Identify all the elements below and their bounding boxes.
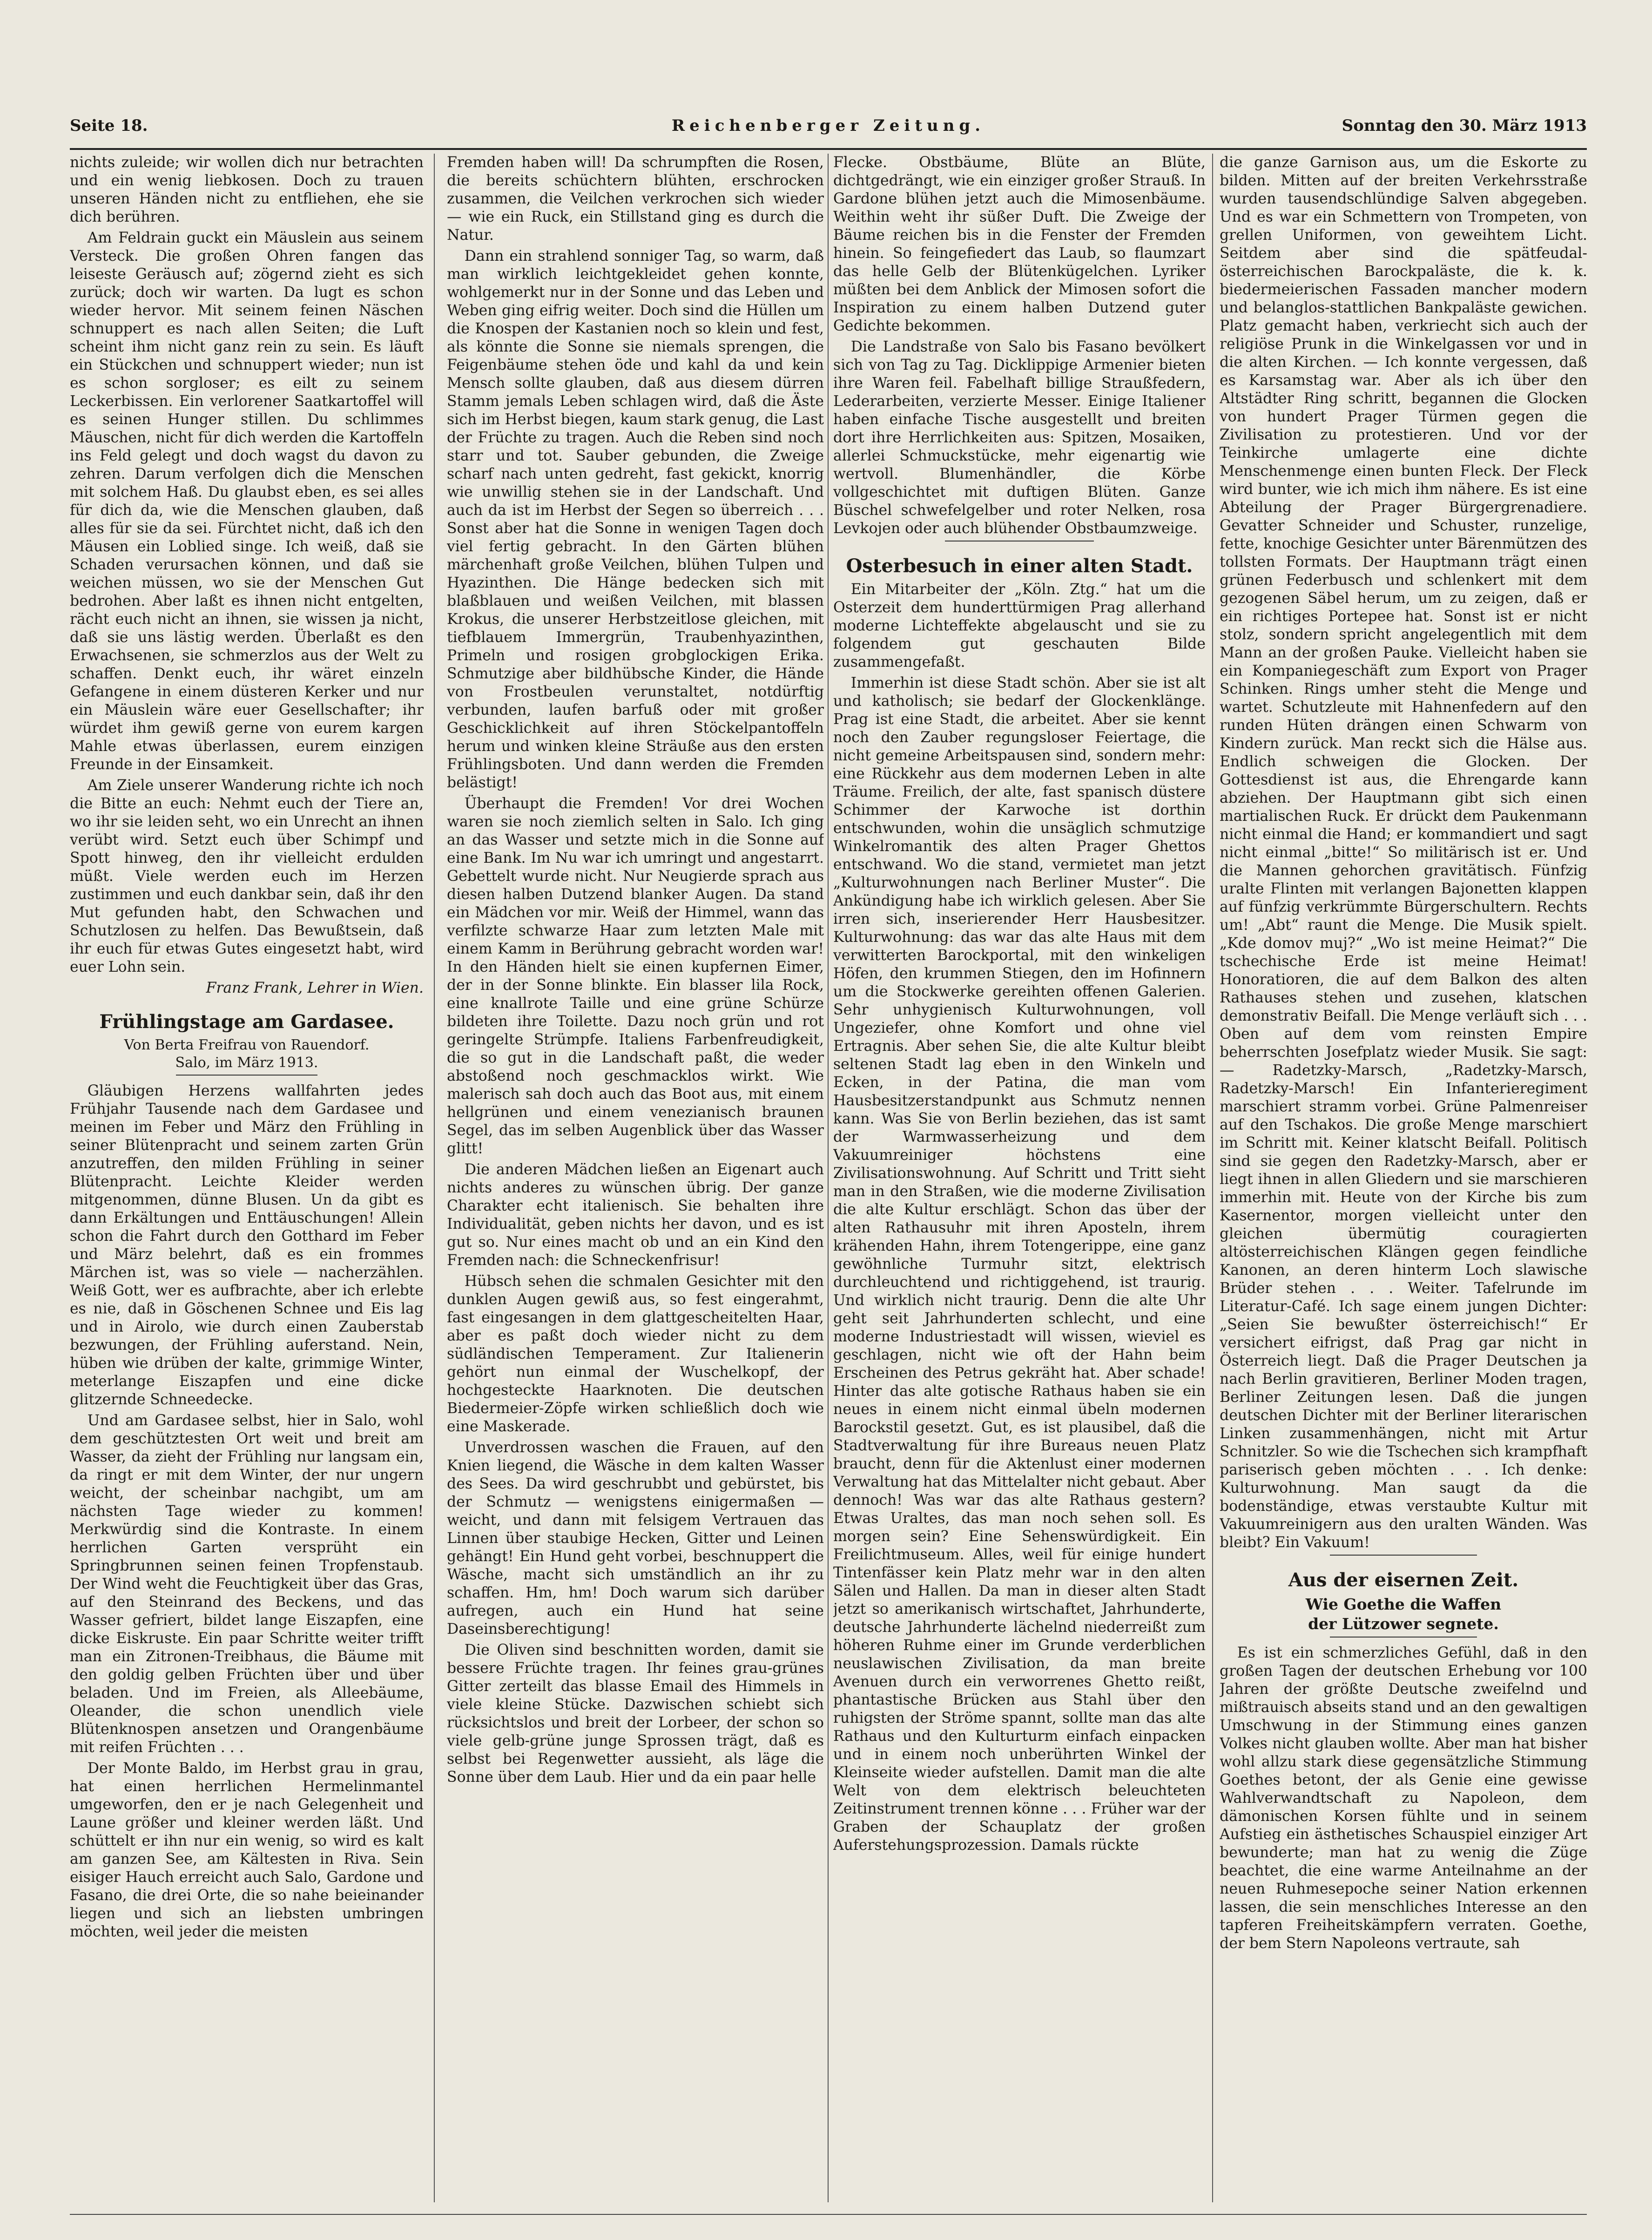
- footer-rule: [70, 2214, 1587, 2215]
- paragraph: Die anderen Mädchen ließen an Eigenart auch nichts anderes zu wünschen übrig. Der ganze Charakter echt italienisch. Sie behalten ihre Individualität, geben nichts her davon, und es ist gut so. Nur eines macht ob und an ein Kind den Fremden nach: die Schneckenfrisur!: [447, 1161, 824, 1269]
- header-rule: [70, 148, 1587, 150]
- paragraph: Am Ziele unserer Wanderung richte ich noch die Bitte an euch: Nehmt euch der Tiere an, wo ihr sie leiden seht, wo ein Unrecht an ihnen verübt wird. Setzt euch über Schimpf und Spott hinweg, den ihr vielleicht erdulden müßt. Viele werden euch im Herzen zustimmen und euch dankbar sein, daß ihr den Mut gefunden habt, den Schwachen und Schutzlosen zu helfen. Das Bewußtsein, daß ihr euch für etwas Gutes eingesetzt habt, wird euer Lohn sein.: [70, 777, 424, 975]
- paragraph: Hübsch sehen die schmalen Gesichter mit den dunklen Augen gewiß aus, so fest eingerahmt, fast eingesangen in dem glattgescheitelten Haar, aber es paßt doch wieder nicht zu dem südländischen Temperament. Zur Italienerin gehört nun einmal der Wuschelkopf, der hochgesteckte Haarknoten. Die deutschen Biedermeier-Zöpfe wirken schließlich doch wie eine Maskerade.: [447, 1273, 824, 1435]
- paragraph: nichts zuleide; wir wollen dich nur betrachten und ein wenig liebkosen. Doch zu trauen unseren Händen nicht zu entfliehen, ehe sie dich berühren.: [70, 154, 424, 225]
- paragraph: Die Oliven sind beschnitten worden, damit sie bessere Früchte tragen. Ihr feines grau-grünes Gitter zerteilt das blasse Email des Himmels in viele kleine Stücke. Dazwischen schiebt sich rücksichtslos und breit der Lorbeer, der schon so viele gelb-grüne junge Sprossen trägt, daß es selbst bei Regenwetter aussieht, als läge die Sonne über dem Laub. Hier und da ein paar helle: [447, 1642, 824, 1786]
- article-title: Osterbesuch in einer alten Stadt.: [846, 555, 1193, 577]
- page-number: Seite 18.: [70, 116, 148, 135]
- paragraph: Die Landstraße von Salo bis Fasano bevölkert sich von Tag zu Tag. Dicklippige Armenier bieten ihre Waren feil. Fabelhaft billige Straußfedern, Lederarbeiten, verzierte Messer. Einige Italiener haben einfache Tische ausgestellt und breiten dort ihre Herrlichkeiten aus: Spitzen, Mosaiken, allerlei Schmuckstücke, mehr eigenartig wie wertvoll. Blumenhändler, die Körbe vollgeschichtet mit duftigen Blüten. Ganze Büschel schwefelgelber und roter Nelken, rosa Levkojen oder auch blühender Obstbaumzweige.: [833, 338, 1206, 537]
- paragraph: Unverdrossen waschen die Frauen, auf den Knien liegend, die Wäsche in dem kalten Wasser des Sees. Da wird geschrubbt und gebürstet, bis der Schmutz — wenigstens einigermaßen — weicht, und dann mit felsigem Vertrauen das Linnen über staubige Hecken, Gitter und Leinen gehängt! Ein Hund geht vorbei, beschnuppert die Wäsche, macht sich umständlich an ihr zu schaffen. Hm, hm! Doch warum sich darüber aufregen, auch ein Hund hat seine Daseinsberechtigung!: [447, 1439, 824, 1638]
- column-2: [447, 154, 824, 2212]
- article-title: Frühlingstage am Gardasee.: [99, 1011, 394, 1033]
- page-header: [70, 116, 1587, 144]
- paragraph: Am Feldrain guckt ein Mäuslein aus seinem Versteck. Die großen Ohren fangen das leiseste Geräusch auf; zögernd zieht es sich zurück; doch wir warten. Da lugt es schon wieder hervor. Mit seinem feinen Näschen schnuppert es nach allen Seiten; die Luft scheint ihm nicht ganz rein zu sein. Es läuft ein Stückchen und schnuppert wieder; nun ist es schon sorgloser; es eilt zu seinem Leckerbissen. Ein verlorener Saatkartoffel will es seinen Hunger stillen. Du schlimmes Mäuschen, nicht für dich werden die Kartoffeln ins Feld gelegt und doch wagst du davon zu zehren. Darum verfolgen dich die Menschen mit solchem Haß. Du glaubst eben, es sei alles für dich da, wie die Menschen glauben, daß alles für sie da sei. Fürchtet nicht, daß ich den Mäusen ein Loblied singe. Ich weiß, daß sie Schaden verursachen können, und daß sie weichen müssen, wo sie der Menschen Gut bedrohen. Aber laßt es ihnen nicht entgelten, rächt euch nicht an ihnen, sie wissen ja nicht, daß sie uns lästig werden. Überlaßt es den Erwachsenen, sie schmerzlos aus der Welt zu schaffen. Denkt euch, ihr wäret einzeln Gefangene in einem düsteren Kerker und nur ein Mäuslein wäre euer Gesellschafter; ihr würdet ihm gewiß gerne von eurem kargen Mahle etwas überlassen, eurem einzigen Freunde in der Einsamkeit.: [70, 230, 424, 773]
- column-3: [833, 154, 1206, 2212]
- column-divider: [434, 154, 435, 2202]
- column-4: [1220, 154, 1587, 2212]
- paragraph: Immerhin ist diese Stadt schön. Aber sie ist alt und katholisch; sie bedarf der Glockenklänge. Prag ist eine Stadt, die arbeitet. Aber sie kennt noch den Zauber regungsloser Feiertage, die nicht gemeine Arbeitspausen sind, sondern mehr: eine Rückkehr aus dem modernen Leben in alte Träume. Freilich, der alte, fast spanisch düstere Schimmer der Karwoche ist dorthin entschwunden, wohin die unsäglich schmutzige Winkelromantik des alten Prager Ghettos entschwand. Wo die stand, vermietet man jetzt „Kulturwohnungen nach Berliner Muster“. Die Ankündigung habe ich wirklich gelesen. Aber Sie irren sich, inserierender Herr Hausbesitzer. Kulturwohnung: das war das alte Haus mit dem verwitterten Barockportal, mit den winkeligen Höfen, den krummen Stiegen, den im Hofinnern um die Stockwerke gereihten offenen Galerien. Sehr unhygienisch Kulturwohnungen, voll Ungeziefer, ohne Komfort und ohne viel Ertragnis. Aber sehen Sie, die alte Kultur bleibt seltenen Stadt lag eben in den Winkeln und Ecken, in der Patina, die man vom Hausbesitzerstandpunkt aus Schmutz nennen kann. Was Sie von Berlin beziehen, das ist samt der Warmwasserheizung und dem Vakuumreiniger höchstens eine Zivilisationswohnung. Auf Schritt und Tritt sieht man in den Straßen, wie die moderne Zivilisation die alte Kultur erschlägt. Schon das über der alten Rathausuhr mit ihren Aposteln, ihrem krähenden Hahn, ihrem Totengerippe, eine ganz gewöhnliche Turmuhr sitzt, elektrisch durchleuchtend und richtiggehend, ist traurig. Und wirklich nicht traurig. Denn die alte Uhr geht seit Jahrhunderten schlecht, und eine moderne Industriestadt will wissen, wieviel es geschlagen, nicht wie oft der Hahn beim Erscheinen des Petrus gekräht hat. Aber schade! Hinter das alte gotische Rathaus haben sie ein neues in einem nicht einmal übeln modernen Barockstil gesetzt. Gut, es ist plausibel, daß die Stadtverwaltung für ihre Bureaus neuen Platz braucht, denn für die Aktenlust einer modernen Verwaltung hat das Mittelalter nicht gebaut. Aber dennoch! Was war das alte Rathaus gestern? Etwas Uraltes, das man noch sehen soll. Es morgen sein? Eine Sehenswürdigkeit. Ein Freilichtmuseum. Alles, weil für einige hundert Tintenfässer kein Platz mehr war in den alten Sälen und Hallen. Da man in dieser alten Stadt jetzt so amerikanisch wirtschaftet, Jahrhunderte, deutsche Jahrhunderte lächelnd niederreißt zum höheren Ruhme einer im Grunde verderblichen neuslawischen Zivilisation, da man breite Avenuen durch ein verworrenes Ghetto reißt, phantastische Brücken aus Stahl über den ruhigsten der Ströme spannt, sollte man das alte Rathaus und den Kulturturm einfach einpacken und in einem noch unberührten Winkel der Kleinseite wieder aufstellen. Damit man die alte Welt von dem elektrisch beleuchteten Zeitinstrument trennen könne . . . Früher war der Graben der Schauplatz der großen Auferstehungsprozession. Damals rückte: [833, 675, 1206, 1854]
- author-signature: Franz Frank, Lehrer in Wien.: [206, 980, 424, 996]
- paragraph: Überhaupt die Fremden! Vor drei Wochen waren sie noch ziemlich selten in Salo. Ich ging an das Wasser und setzte mich in die Sonne auf eine Bank. Im Nu war ich umringt und angestarrt. Gebettelt wurde nicht. Nur Neugierde sprach aus diesen halben Dutzend blanker Augen. Da stand ein Mädchen vor mir. Weiß der Himmel, wann das verfilzte schwarze Haar zum letzten Male mit einem Kamm in Berührung gebracht worden war! In den Händen hielt sie einen kupfernen Eimer, der in der Sonne blinkte. Ein blasser lila Rock, eine knallrote Taille und eine grüne Schürze bildeten ihre Toilette. Dazu noch grün und rot geringelte Strümpfe. Italiens Farbenfreudigkeit, die so gut in die Landschaft paßt, die weder abstoßend noch geschmacklos wirkt. Wie malerisch sah doch auch das Boot aus, mit einem hellgrünen und einem venezianisch braunen Segel, das im selben Augenblick über das Wasser glitt!: [447, 795, 824, 1157]
- column-divider: [1212, 154, 1213, 2202]
- section-divider: [1330, 1555, 1477, 1556]
- paragraph: die ganze Garnison aus, um die Eskorte zu bilden. Mitten auf der breiten Verkehrsstraße wurden tausendschlündige Salven abgegeben. Und es war ein Schmettern von Trompeten, von grellen Uniformen, von geweihtem Licht. Seitdem aber sind die spätfeudal-österreichischen Barockpaläste, die k. k. biedermeierischen Fassaden mancher modern und belanglos-stattlichen Bankpaläste gewichen. Platz gemacht haben, verkriecht sich auch der religiöse Prunk in die Winkelgassen vor und in die alten Kirchen. — Ich konnte vergessen, daß es Karsamstag war. Aber als ich über den Altstädter Ring schritt, begannen die Glocken von hundert Prager Türmen gegen die Zivilisation zu protestieren. Und vor der Teinkirche umlagerte eine dichte Menschenmenge einen bunten Fleck. Der Fleck wird bunter, wie ich mich ihm nähere. Es ist eine Abteilung der Prager Bürgergrenadiere. Gevatter Schneider und Schuster, runzelige, fette, knochige Gesichter unter Bärenmützen des tollsten Formats. Der Hauptmann trägt einen grünen Federbusch und schlenkert mit dem gezogenen Säbel herum, um zu zeigen, daß er ein richtiges Portepee hat. Sonst ist er nicht stolz, sondern spricht angelegentlich mit dem Mann an der großen Pauke. Vielleicht haben sie ein Kompaniegeschäft zum Export von Prager Schinken. Rings umher steht die Menge und wartet. Schutzleute mit Hahnenfedern auf den runden Hüten drängen einen Schwarm von Kindern zurück. Man reckt sich die Hälse aus. Endlich schweigen die Glocken. Der Gottesdienst ist aus, die Ehrengarde kann abziehen. Der Hauptmann gibt sich einen martialischen Ruck. Er drückt dem Paukenmann nicht einmal die Hand; er kommandiert und sagt nicht einmal „bitte!“ So militärisch ist er. Und die Mannen gehorchen gravitätisch. Fünfzig uralte Flinten mit verlangen Bajonetten klappen auf fünfzig verkrümmte Bürgerschultern. Rechts um! „Abt“ raunt die Menge. Die Musik spielt. „Kde domov muj?“ „Wo ist meine Heimat?“ Die tschechische Erde ist meine Heimat! Honoratioren, die auf dem Balkon des alten Rathauses stehen und zusehen, klatschen demonstrativ Beifall. Die Menge verläuft sich . . . Oben auf dem vom reinsten Empire beherrschten Josefplatz wieder Musik. Sie sagt: — Radetzky-Marsch, „Radetzky-Marsch, Radetzky-Marsch! Ein Infanterieregiment marschiert stramm vorbei. Grüne Palmenreiser auf den Tschakos. Die große Menge marschiert im Schritt mit. Keiner klatscht Beifall. Politisch sind sie gegen den Radetzky-Marsch, aber er liegt ihnen in allen Gliedern und sie marschieren immerhin mit. Heute von der Kirche bis zum Kasernentor, morgen vielleicht unter den gleichen übermütig couragierten altösterreichischen Klängen gegen feindliche Kanonen, an deren hinterm Loch slawische Brüder stehen . . . Weiter. Tafelrunde im Literatur-Café. Ich sage einem jungen Dichter: „Seien Sie bewußter österreichisch!“ Er versichert eifrigst, daß Prag gar nicht in Österreich liegt. Daß die Prager Deutschen ja nach Berlin gravitieren, Berliner Moden tragen, Berliner Zeitungen lesen. Daß die jungen deutschen Dichter mit der Berliner literarischen Linken zusammenhängen, nicht mit Artur Schnitzler. So wie die Tschechen sich krampfhaft pariserisch geben möchten . . . Ich denke: Kulturwohnung. Man saugt da die bodenständige, etwas verstaubte Kultur mit Vakuumreinigern aus den uralten Wänden. Was bleibt? Ein Vakuum!: [1220, 154, 1587, 1551]
- paragraph: Es ist ein schmerzliches Gefühl, daß in den großen Tagen der deutschen Erhebung vor 100 Jahren der größte Deutsche zweifelnd und mißtrauisch abseits stand und an den gewaltigen Umschwung in der Stimmung eines ganzen Volkes nicht glauben wollte. Aber man hat bisher wohl allzu stark diese gegensätzliche Stimmung Goethes betont, der als Genie eine gewisse Wahlverwandtschaft zu Napoleon, dem dämonischen Korsen fühlte und in seinem Aufstieg ein ästhetisches Schauspiel einziger Art bewunderte; man hat zu wenig die Züge beachtet, die eine warme Anteilnahme an der neuen Ruhmesepoche seiner Nation erkennen lassen, die sein menschliches Interesse an den tapferen Freiheitskämpfern verraten. Goethe, der bem Stern Napoleons vertraute, sah: [1220, 1644, 1587, 1952]
- article-dateline: Salo, im März 1913.: [175, 1055, 318, 1071]
- column-1: [70, 154, 424, 2212]
- paragraph: Gläubigen Herzens wallfahrten jedes Frühjahr Tausende nach dem Gardasee und meinen im Feber und März den Frühling in seiner Blütenpracht und seinem zarten Grün anzutreffen, den milden Frühling in seiner Blütenpracht. Leichte Kleider werden mitgenommen, dünne Blusen. Un da gibt es dann Erkältungen und Enttäuschungen! Allein schon die Fahrt durch den Gotthard im Feber und März belehrt, daß es ein frommes Märchen ist, was so viele — nacherzählen. Weiß Gott, wer es aufbrachte, aber ich erlebte es nie, daß in Göschenen Schnee und Eis lag und in Airolo, wie durch einen Zauberstab bezwungen, der Frühling auferstand. Nein, hüben wie drüben der kalte, grimmige Winter, meterlange Eiszapfen und eine dicke glitzernde Schneedecke.: [70, 1083, 424, 1408]
- article-title: Aus der eisernen Zeit.: [1288, 1569, 1519, 1591]
- paragraph: Flecke. Obstbäume, Blüte an Blüte, dichtgedrängt, wie ein einziger großer Strauß. In Gardone blühen jetzt auch die Mimosenbäume. Weithin weht ihr süßer Duft. Die Zweige der Bäume reichen bis in die Fenster der Fremden hinein. So feingefiedert das Laub, so flaumzart das helle Gelb der Blütenkügelchen. Lyriker müßten bei dem Anblick der Mimosen sofort die Inspiration zu einem halben Dutzend guter Gedichte bekommen.: [833, 154, 1206, 334]
- article-subtitle: der Lützower segnete.: [1308, 1615, 1499, 1633]
- paragraph: Und am Gardasee selbst, hier in Salo, wohl dem geschütztesten Ort weit und breit am Wasser, da zieht der Frühling nur langsam ein, da ringt er mit dem Winter, der nur ungern weicht, der scheinbar nachgibt, um am nächsten Tage wieder zu kommen! Merkwürdig sind die Kontraste. In einem herrlichen Garten versprüht ein Springbrunnen seinen feinen Tropfenstaub. Der Wind weht die Feuchtigkeit über das Gras, auf den Steinrand des Beckens, und das Wasser gefriert, bildet lange Eiszapfen, eine dicke Eiskruste. Ein paar Schritte weiter trifft man ein Zitronen-Treibhaus, die Bäume mit den goldig gelben Früchten über und über beladen. Und im Freien, als Alleebäume, Oleander, die schon unendlich viele Blütenknospen ansetzen und Orangenbäume mit reifen Früchten . . .: [70, 1412, 424, 1756]
- title-rule: [1330, 1637, 1477, 1638]
- issue-date: Sonntag den 30. März 1913: [1342, 116, 1587, 135]
- title-rule: [176, 1075, 317, 1076]
- paragraph: Fremden haben will! Da schrumpften die Rosen, die bereits schüchtern blühten, erschrocken zusammen, die Veilchen verkrochen sich wieder — wie ein Ruck, ein Stillstand ging es durch die Natur.: [447, 154, 824, 244]
- column-divider: [828, 154, 829, 2202]
- paragraph: Der Monte Baldo, im Herbst grau in grau, hat einen herrlichen Hermelinmantel umgeworfen, den er je nach Gelegenheit und Laune größer und kleiner werden läßt. Und schüttelt er ihn nur ein wenig, so wird es kalt am ganzen See, am Kältesten in Riva. Sein eisiger Hauch erreicht auch Salo, Gardone und Fasano, die drei Orte, die so nahe beieinander liegen und sich an liebsten umbringen möchten, weil jeder die meisten: [70, 1760, 424, 1940]
- paragraph: Dann ein strahlend sonniger Tag, so warm, daß man wirklich leichtgekleidet gehen konnte, wohlgemerkt nur in der Sonne und das Leben und Weben ging eifrig weiter. Doch sind die Hüllen um die Knospen der Kastanien noch so klein und fest, als könnte die Sonne sie niemals sprengen, die Feigenbäume stehen öde und kahl da und kein Mensch sollte glauben, daß aus diesem dürren Stamm jemals Leben schlagen wird, daß die Äste sich im Herbst biegen, kaum stark genug, die Last der Früchte zu tragen. Auch die Reben sind noch starr und tot. Sauber gebunden, die Zweige scharf nach unten gedreht, fast gekickt, knorrig wie unwillig stehen sie in der Landschaft. Und auch da ist im Herbst der Segen so überreich . . . Sonst aber hat die Sonne in wenigen Tagen doch viel fertig gebracht. In den Gärten blühen märchenhaft große Veilchen, blühen Tulpen und Hyazinthen. Die Hänge bedecken sich mit blaßblauen und weißen Veilchen, mit blassen Krokus, die unserer Herbstzeitlose gleichen, mit tiefblauem Immergrün, Traubenhyazinthen, Primeln und rosigen grobglockigen Erika. Schmutzige aber bildhübsche Kinder, die Hände von Frostbeulen verunstaltet, notdürftig verbunden, laufen barfuß oder mit großer Geschicklichkeit auf ihren Stöckelpantoffeln herum und winken kleine Sträuße aus den ersten Frühlingsboten. Und dann werden die Fremden belästigt!: [447, 248, 824, 791]
- article-subtitle: Wie Goethe die Waffen: [1305, 1595, 1502, 1613]
- article-byline: Von Berta Freifrau von Rauendorf.: [124, 1037, 370, 1053]
- newspaper-title: Reichenberger Zeitung.: [671, 116, 985, 135]
- paragraph: Ein Mitarbeiter der „Köln. Ztg.“ hat um die Osterzeit dem hunderttürmigen Prag allerhand moderne Lichteffekte abgelauscht und sie zu folgendem gut geschauten Bilde zusammengefaßt.: [833, 581, 1206, 670]
